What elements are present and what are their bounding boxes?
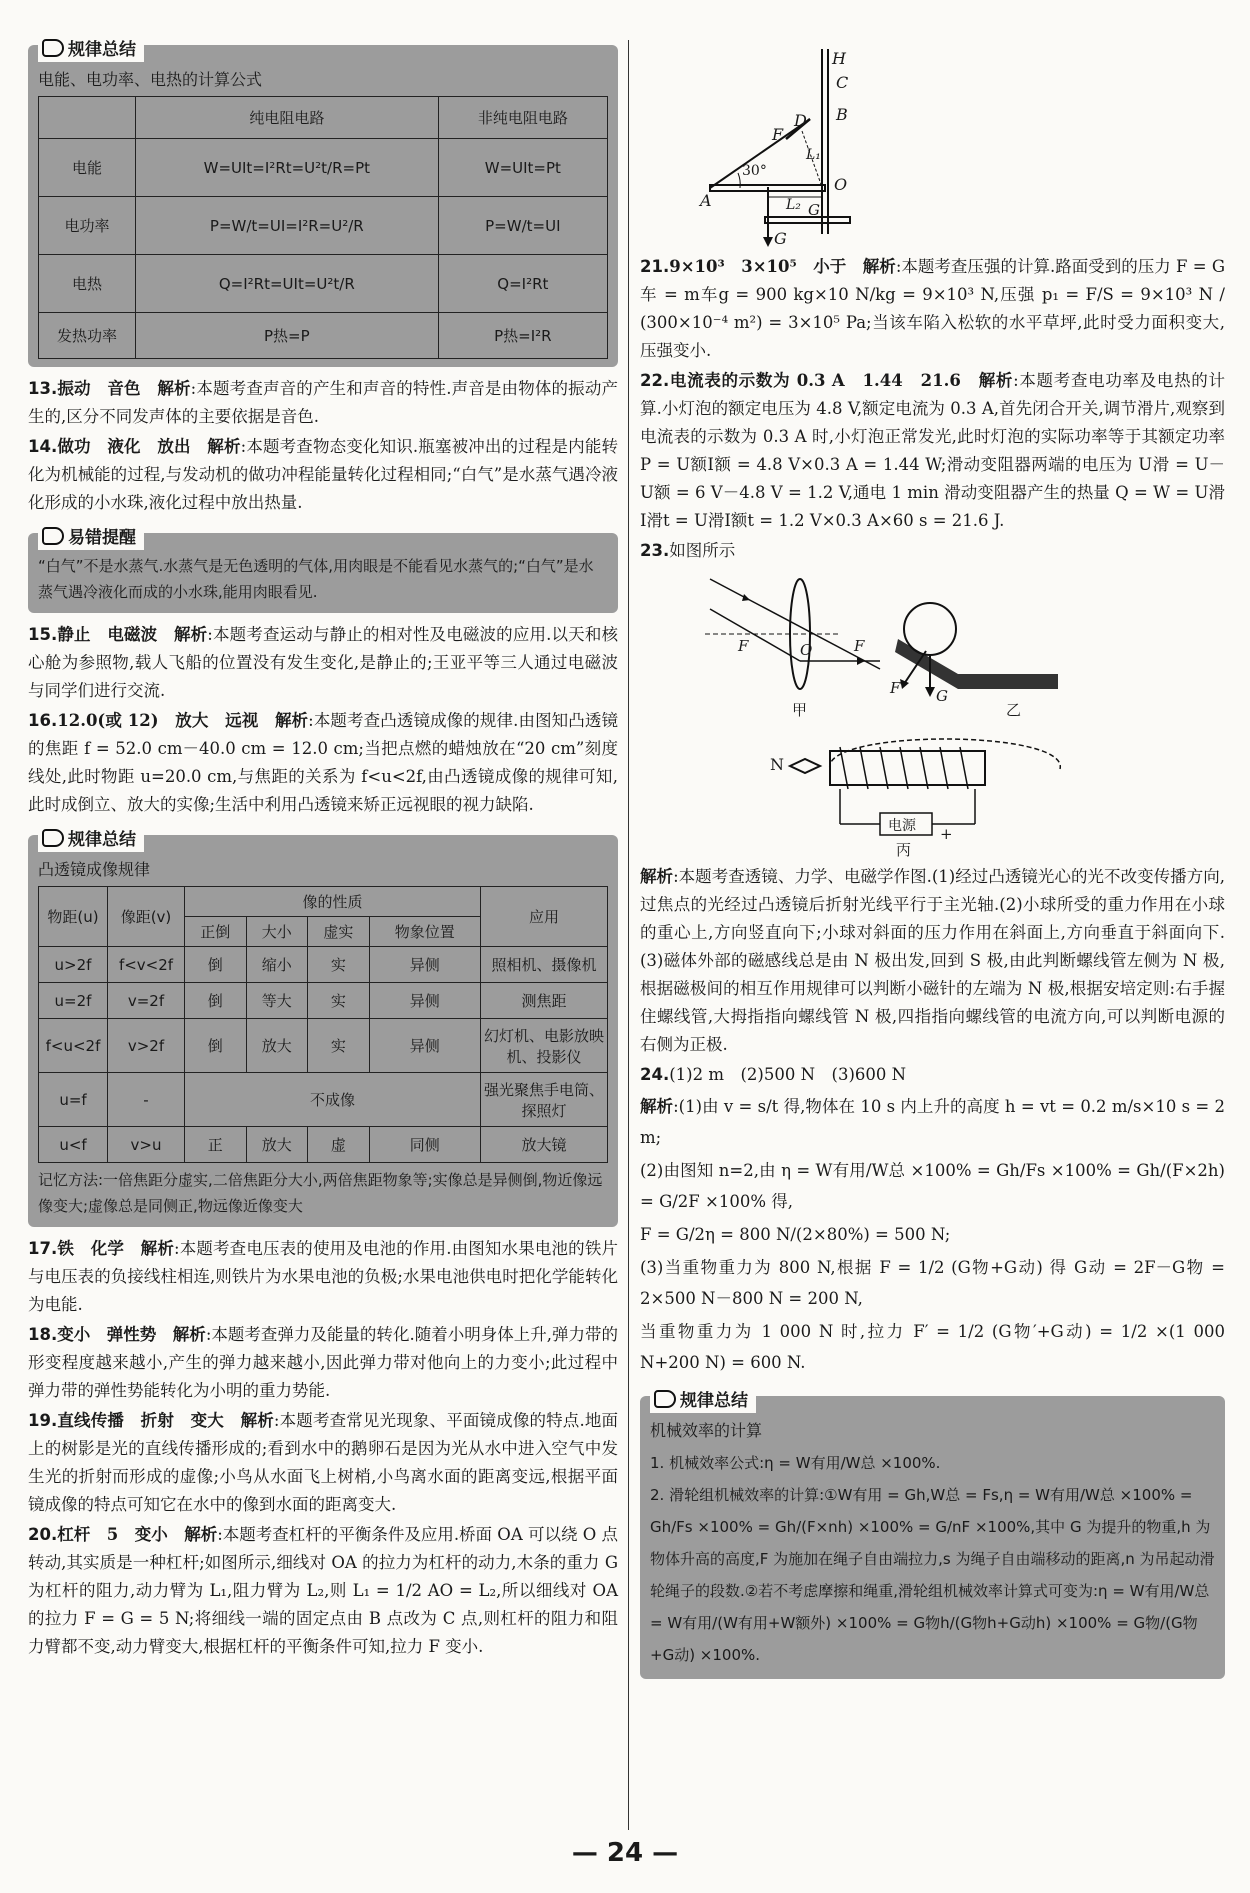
explanation-23: 解析:本题考查透镜、力学、电磁学作图.(1)经过凸透镜光心的光不改变传播方向,过焦点的光经过凸透镜后折射光线平行于主光轴.(2)小球所受的重力作用在小球的重心上,方向竖直向下;小球对斜面的压力作用在斜面上,方向垂直于斜面向下.(3)磁体外部的磁感线总是由 N 极出发,回到 S 极,由此判断螺线管左侧为 N 极,根据磁极间的相互作用规律可以判断小磁针的左端为 N 极,根据安培定则:右手握住螺线管,大拇指指向螺线管 N 极,四指指向螺线管的电流方向,可以判断电源的右侧为正极. (640, 867, 1226, 1054)
pointing-hand-icon (42, 527, 64, 545)
answer-19: 19.直线传播 折射 变大 解析:本题考查常见光现象、平面镜成像的特点.地面上的树影是光的直线传播形成的;看到水中的鹅卵石是因为光从水中进入空气中发生光的折射而形成的虚像;小鸟从水面飞上树梢,小鸟离水面的距离变远,根据平面镜成像的特点可知它在水中的像到水面的距离变大. (28, 1411, 618, 1514)
label-focus-right: F (854, 637, 865, 655)
lens-imaging-table (38, 886, 608, 1163)
answer-18: 18.变小 弹性势 解析:本题考查弹力及能量的转化.随着小明身体上升,弹力带的形变程度越来越小,产生的弹力越来越小,因此弹力带对他向上的力变小;此过程中弹力带的弹性势能转化为小明的重力势能. (28, 1325, 619, 1400)
pointing-hand-icon (42, 829, 64, 847)
table-cell: Q=I²Rt=UIt=U²t/R (136, 255, 439, 313)
label-D: D (794, 111, 807, 130)
box-text: “白气”不是水蒸气.水蒸气是无色透明的气体,用肉眼是不能看见水蒸气的;“白气”是水蒸气遇冷液化而成的小水珠,能用肉眼看见. (38, 557, 594, 601)
pointing-hand-icon (42, 39, 64, 57)
table-cell: 幻灯机、电影放映机、投影仪 (481, 1019, 608, 1073)
answer-13: 13.振动 音色 解析:本题考查声音的产生和声音的特性.声音是由物体的振动产生的,区分不同发声体的主要依据是音色. (28, 379, 618, 426)
rule-summary-tag: 规律总结 (38, 33, 144, 62)
page-number: — 24 — (571, 1838, 679, 1868)
table-header: 物象位置 (369, 917, 480, 947)
table-header: 大小 (246, 917, 308, 947)
table-cell: f<u<2f (39, 1019, 108, 1073)
rule-summary-tag: 规律总结 (650, 1384, 756, 1413)
answer-22: 22.电流表的示数为 0.3 A 1.44 21.6 解析:本题考查电功率及电热的计算.小灯泡的额定电压为 4.8 V,额定电流为 0.3 A,首先闭合开关,调节滑片,观察到电流表的示数为 0.3 A 时,小灯泡正常发光,此时灯泡的实际功率等于其额定功率 P = U额I额 = 4.8 V×0.3 A = 1.44 W;滑动变阻器两端的电压为 U滑 = U－U额 = 6 V－4.8 V = 1.2 V,通电 1 min 滑动变阻器产生的热量 Q = W = U滑I滑t = U滑I额t = 1.2 V×0.3 A×60 s = 21.6 J. (640, 371, 1225, 530)
table-cell: 实 (308, 947, 370, 983)
column-divider (628, 40, 629, 1830)
rule-summary-box-efficiency (640, 1391, 1225, 1679)
table-cell: f<v<2f (108, 947, 185, 983)
label-gravity: G (936, 687, 948, 705)
error-warning-tag: 易错提醒 (38, 521, 144, 550)
table-cell: 放大 (246, 1019, 308, 1073)
answer-17: 17.铁 化学 解析:本题考查电压表的使用及电池的作用.由图知水果电池的铁片与电压表的负接线柱相连,则铁片为水果电池的负极;水果电池供电时把化学能转化为电能. (28, 1239, 618, 1314)
table-cell: 不成像 (185, 1073, 481, 1127)
table-header: 纯电阻电路 (136, 97, 439, 139)
pointing-hand-icon (654, 1390, 676, 1408)
memory-tip: 记忆方法:一倍焦距分虚实,二倍焦距分大小,两倍焦距物象等;实像总是异侧倒,物近像远像变大;虚像总是同侧正,物远像近像变大 (38, 1171, 603, 1215)
table-cell: P热=I²R (438, 313, 607, 359)
table-cell: 同侧 (369, 1127, 480, 1163)
table-cell: 等大 (246, 983, 308, 1019)
label-G: G (774, 229, 787, 248)
answer-23: 23.如图所示 (640, 541, 736, 560)
table-header: 物距(u) (39, 887, 108, 947)
table-cell: 异侧 (369, 1019, 480, 1073)
label-optical-center: O (800, 641, 813, 659)
rule-summary-tag: 规律总结 (38, 823, 144, 852)
label-B: B (836, 105, 848, 124)
answer-24: 24.(1)2 m (2)500 N (3)600 N (640, 1065, 907, 1084)
table-header: 非纯电阻电路 (438, 97, 607, 139)
label-A: A (700, 191, 712, 210)
table-cell: 强光聚焦手电筒、探照灯 (481, 1073, 608, 1127)
efficiency-formula: 1. 机械效率公式:η = W有用/W总 ×100%. (650, 1454, 941, 1472)
table-header (39, 97, 136, 139)
answer-16: 16.12.0(或 12) 放大 远视 解析:本题考查凸透镜成像的规律.由图知凸透镜的焦距 f = 52.0 cm－40.0 cm = 12.0 cm;当把点燃的蜡烛放在“20 cm”刻度线处,此时物距 u=20.0 cm,与焦距的关系为 f<u<2f,由凸透镜成像的规律可知,此时成倒立、放大的实像;生活中利用凸透镜来矫正远视眼的视力缺陷. (28, 711, 619, 814)
box-title: 电能、电功率、电热的计算公式 (38, 70, 263, 89)
label-L1: L₁ (806, 147, 821, 163)
table-header: 应用 (481, 887, 608, 947)
table-cell: v=2f (108, 983, 185, 1019)
label-O: O (834, 175, 848, 194)
label-figure-yi: 乙 (1006, 701, 1022, 719)
answer-21: 21.9×10³ 3×10⁵ 小于 解析:本题考查压强的计算.路面受到的压力 F = G车 = m车g = 900 kg×10 N/kg = 9×10³ N,压强 p₁ = F/S = 9×10³ N / (300×10⁻⁴ m²) = 3×10⁵ Pa;当该车陷入松软的水平草坪,此时受力面积变大,压强变小. (640, 257, 1226, 360)
drawing-figure (640, 569, 1225, 859)
label-power-supply: 电源 (888, 818, 916, 834)
table-cell: 倒 (185, 983, 247, 1019)
table-cell: v>2f (108, 1019, 185, 1073)
table-cell: 实 (308, 983, 370, 1019)
label-focus-left: F (738, 637, 749, 655)
table-cell: 放大 (246, 1127, 308, 1163)
table-cell: 倒 (185, 947, 247, 983)
table-cell: 倒 (185, 1019, 247, 1073)
table-cell: 测焦距 (481, 983, 608, 1019)
label-positive-terminal: + (940, 825, 953, 843)
rule-summary-box-electric (28, 40, 618, 367)
table-cell: 电能 (39, 139, 136, 197)
table-cell: P=W/t=UI (438, 197, 607, 255)
table-cell: 照相机、摄像机 (481, 947, 608, 983)
table-cell: v>u (108, 1127, 185, 1163)
right-column (640, 45, 1225, 1687)
label-G-small: G (808, 201, 820, 219)
box-title: 凸透镜成像规律 (38, 860, 151, 879)
table-cell: Q=I²Rt (438, 255, 607, 313)
table-cell: 实 (308, 1019, 370, 1073)
optics-force-magnet-diagram (640, 569, 1225, 859)
table-cell: u>2f (39, 947, 108, 983)
lever-diagram (640, 49, 1225, 249)
left-column (28, 40, 619, 1663)
table-cell: W=UIt=Pt (438, 139, 607, 197)
table-cell: P=W/t=UI=I²R=U²/R (136, 197, 439, 255)
label-figure-bing: 丙 (896, 841, 912, 859)
table-cell: 电功率 (39, 197, 136, 255)
label-angle: 30° (742, 163, 767, 179)
label-F: F (772, 125, 784, 144)
answer-20: 20.杠杆 5 变小 解析:本题考查杠杆的平衡条件及应用.桥面 OA 可以绕 O 点转动,其实质是一种杠杆;如图所示,细线对 OA 的拉力为杠杆的动力,木条的重力 G 为杠杆的阻力,动力臂为 L₁,阻力臂为 L₂,则 L₁ = 1/2 AO = L₂,所以细线对 OA 的拉力 F = G = 5 N;将细线一端的固定点由 B 点改为 C 点,则杠杆的阻力和阻力臂都不变,动力臂变大,根据杠杆的平衡条件可知,拉力 F 变小. (28, 1525, 619, 1656)
label-north-pole: N (770, 755, 784, 774)
table-cell: u<f (39, 1127, 108, 1163)
table-header: 像距(v) (108, 887, 185, 947)
table-cell: 虚 (308, 1127, 370, 1163)
table-cell: 发热功率 (39, 313, 136, 359)
table-cell: 电热 (39, 255, 136, 313)
table-header: 像的性质 (185, 887, 481, 917)
table-cell: 正 (185, 1127, 247, 1163)
rule-summary-box-lens (28, 830, 618, 1227)
lever-figure (640, 49, 1225, 249)
table-cell: 缩小 (246, 947, 308, 983)
table-cell: 异侧 (369, 983, 480, 1019)
label-L2: L₂ (786, 197, 801, 213)
table-cell: - (108, 1073, 185, 1127)
label-H: H (832, 49, 846, 68)
box-title: 机械效率的计算 (650, 1421, 763, 1440)
table-cell: 放大镜 (481, 1127, 608, 1163)
table-cell: W=UIt=I²Rt=U²t/R=Pt (136, 139, 439, 197)
label-pressure-force: F (890, 679, 901, 697)
error-warning-box (28, 528, 618, 613)
answer-15: 15.静止 电磁波 解析:本题考查运动与静止的相对性及电磁波的应用.以天和核心舱为参照物,载人飞船的位置没有发生变化,是静止的;王亚平等三人通过电磁波与同学们进行交流. (28, 625, 618, 700)
explanation-24-step3: (3)当重物重力为 800 N,根据 F = 1/2 (G物+G动) 得 G动 = 2F－G物 = 2×500 N－800 N = 200 N, (640, 1258, 1225, 1308)
table-cell: P热=P (136, 313, 439, 359)
table-cell: 异侧 (369, 947, 480, 983)
explanation-24-step2: (2)由图知 n=2,由 η = W有用/W总 ×100% = Gh/Fs ×100% = Gh/(F×2h) = G/2F ×100% 得, (640, 1161, 1225, 1211)
label-C: C (836, 73, 849, 92)
table-cell: u=2f (39, 983, 108, 1019)
label-figure-jia: 甲 (792, 701, 808, 719)
answer-14: 14.做功 液化 放出 解析:本题考查物态变化知识.瓶塞被冲出的过程是内能转化为机械能的过程,与发动机的做功冲程能量转化过程相同;“白气”是水蒸气遇冷液化形成的小水珠,液化过程中放出热量. (28, 437, 618, 512)
table-header: 虚实 (308, 917, 370, 947)
explanation-24-step3b: 当重物重力为 1 000 N 时,拉力 F′ = 1/2 (G物′+G动) = 1/2 ×(1 000 N+200 N) = 600 N. (640, 1322, 1225, 1372)
explanation-24-step2b: F = G/2η = 800 N/(2×80%) = 500 N; (640, 1225, 951, 1244)
table-cell: u=f (39, 1073, 108, 1127)
table-header: 正倒 (185, 917, 247, 947)
pulley-efficiency: 2. 滑轮组机械效率的计算:①W有用 = Gh,W总 = Fs,η = W有用/W总 ×100% = Gh/Fs ×100% = Gh/(F×nh) ×100% = G/nF ×100%,其中 G 为提升的物重,h 为物体升高的高度,F 为施加在绳子自由端拉力,s 为绳子自由端移动的距离,n 为吊起动滑轮绳子的段数.②若不考虑摩擦和绳重,滑轮组机械效率计算式可变为:η = W有用/W总 = W有用/(W有用+W额外) ×100% = G物h/(G物h+G动h) ×100% = G物/(G物+G动) ×100%. (650, 1486, 1215, 1664)
explanation-24: 解析:(1)由 v = s/t 得,物体在 10 s 内上升的高度 h = vt = 0.2 m/s×10 s = 2 m; (640, 1097, 1225, 1147)
formula-table (38, 96, 608, 359)
